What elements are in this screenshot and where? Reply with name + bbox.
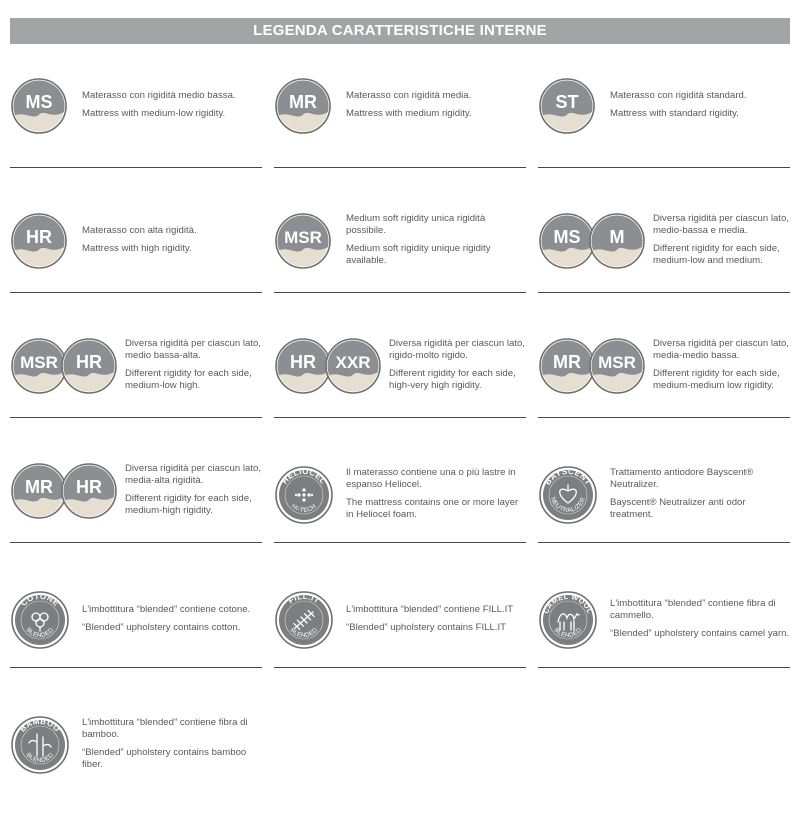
legend-item (274, 445, 526, 570)
legend-item (538, 570, 790, 695)
row-divider (10, 542, 262, 543)
row-divider (274, 167, 526, 168)
description-italian: Medium soft rigidity unica rigidità possibile. (346, 213, 486, 236)
camel-seal-icon (540, 592, 596, 648)
badge-label: MR (289, 92, 317, 112)
legend-description (82, 604, 262, 640)
description-english: “Blended” upholstery contains bamboo fiber. (82, 747, 247, 770)
legend-icon (274, 76, 332, 136)
seal-top-text: BAYSCENT (543, 466, 593, 487)
legend-item (274, 70, 526, 195)
row-divider (10, 417, 262, 418)
row-divider (538, 667, 790, 668)
rigidity-badge (12, 464, 66, 518)
bayscent-seal-icon (540, 467, 596, 523)
rigidity-badge (540, 79, 594, 133)
legend-icon (538, 589, 598, 651)
seal-bottom-text: NEUTRALIZER (549, 496, 587, 515)
legend-description (125, 463, 262, 523)
description-italian: L'imbottitura “blended” contiene fibra di cammello. (610, 598, 776, 621)
description-english: Different rigidity for each side, medium-medium low rigidity. (653, 368, 780, 391)
seal-bottom-text: BLENDED (288, 626, 320, 640)
rigidity-badge (590, 214, 644, 268)
legend-icon (538, 336, 646, 396)
rigidity-badge (326, 339, 380, 393)
description-italian: Il materasso contiene una o più lastre in espanso Heliocel. (346, 467, 516, 490)
badge-label: MS (25, 92, 53, 112)
legend-icon (538, 76, 596, 136)
rigidity-badge (276, 339, 330, 393)
legend-icon (274, 211, 332, 271)
row-divider (10, 292, 262, 293)
legend-description (653, 338, 790, 398)
seal-top-text: CAMEL WOOL (541, 591, 595, 615)
description-english: Medium soft rigidity unique rigidity available. (346, 243, 491, 266)
badge-label: MS (553, 227, 581, 247)
description-english: Different rigidity for each side, medium-high rigidity. (125, 493, 252, 516)
description-italian: L'imbottitura “blended” contiene fibra di bamboo. (82, 717, 248, 740)
row-divider (274, 292, 526, 293)
legend-description (610, 598, 790, 646)
description-english: Different rigidity for each side, high-very high rigidity. (389, 368, 516, 391)
legend-item (10, 70, 262, 195)
legend-icon (10, 76, 68, 136)
row-divider (538, 167, 790, 168)
badge-label: MR (25, 477, 53, 497)
legend-description (82, 717, 262, 777)
heliocel-seal-icon (276, 467, 332, 523)
legend-item (274, 320, 526, 445)
badge-label: HR (76, 352, 102, 372)
description-italian: Materasso con alta rigidità. (82, 225, 197, 236)
row-divider (274, 667, 526, 668)
rigidity-badge (62, 339, 116, 393)
description-english: “Blended” upholstery contains FILL.IT (346, 622, 506, 633)
badge-label: ST (555, 92, 579, 112)
legend-icon (274, 336, 382, 396)
badge-label: MR (553, 352, 581, 372)
fillit-seal-icon (276, 592, 332, 648)
badge-label: MSR (284, 228, 322, 247)
legend-icon (10, 336, 118, 396)
legend-description (125, 338, 262, 398)
row-divider (274, 542, 526, 543)
bamboo-seal-icon (12, 717, 68, 773)
legend-item (538, 70, 790, 195)
badge-label: HR (26, 227, 52, 247)
description-english: Mattress with medium-low rigidity. (82, 108, 226, 119)
description-english: “Blended” upholstery contains cotton. (82, 622, 241, 633)
badge-label: HR (76, 477, 102, 497)
seal-bottom-text: BLENDED (552, 626, 584, 640)
description-italian: Trattamento antiodore Bayscent® Neutralizer. (610, 467, 754, 490)
row-divider (10, 667, 262, 668)
legend-description (82, 90, 262, 126)
rigidity-badge (12, 79, 66, 133)
legend-description (610, 467, 790, 527)
description-italian: L'imbottitura “blended” contiene cotone. (82, 604, 251, 615)
description-english: “Blended” upholstery contains camel yarn. (610, 628, 790, 639)
legend-item (10, 695, 262, 820)
legend-icon (274, 589, 334, 651)
badge-label: HR (290, 352, 316, 372)
rigidity-badge (276, 214, 330, 268)
rigidity-badge (12, 214, 66, 268)
row-divider (274, 417, 526, 418)
seal-bottom-text: BLENDED (24, 626, 56, 640)
rigidity-badge (12, 339, 66, 393)
rigidity-badge (590, 339, 644, 393)
legend-icon (274, 464, 334, 526)
description-italian: Diversa rigidità per ciascun lato, media-medio bassa. (653, 338, 789, 361)
description-english: Mattress with standard rigidity. (610, 108, 739, 119)
legend-item (10, 320, 262, 445)
description-italian: Diversa rigidità per ciascun lato, media-alta rigidità. (125, 463, 261, 486)
legend-description (82, 225, 262, 261)
badge-label: M (609, 227, 625, 247)
row-divider (538, 542, 790, 543)
row-divider (538, 417, 790, 418)
rigidity-badge (62, 464, 116, 518)
description-italian: Materasso con rigidità media. (346, 90, 472, 101)
badge-label: MSR (598, 353, 636, 372)
legend-icon (538, 464, 598, 526)
seal-bottom-text: HI-TECH (290, 502, 318, 515)
legend-header: LEGENDA CARATTERISTICHE INTERNE (10, 18, 790, 44)
badge-label: XXR (335, 353, 371, 372)
legend-item (538, 445, 790, 570)
legend-item (10, 570, 262, 695)
seal-top-text: COTONE (19, 591, 61, 608)
legend-item (538, 320, 790, 445)
legend-icon (538, 211, 646, 271)
legend-description (389, 338, 526, 398)
rigidity-badge (276, 79, 330, 133)
row-divider (538, 292, 790, 293)
description-italian: L'imbottitura “blended” contiene FILL.IT (346, 604, 514, 615)
row-divider (10, 167, 262, 168)
legend-description (653, 213, 790, 273)
legend-item (274, 195, 526, 320)
description-english: Mattress with medium rigidity. (346, 108, 472, 119)
legend-description (346, 467, 526, 527)
description-english: Different rigidity for each side, medium-low high. (125, 368, 252, 391)
legend-description (610, 90, 790, 126)
description-italian: Materasso con rigidità standard. (610, 90, 747, 101)
seal-top-text: HELIOCEL (280, 466, 328, 486)
badge-label: MSR (20, 353, 58, 372)
legend-icon (10, 461, 118, 521)
rigidity-badge (540, 214, 594, 268)
description-english: Mattress with high rigidity. (82, 243, 192, 254)
description-english: Bayscent® Neutralizer anti odor treatment. (610, 497, 746, 520)
description-english: Different rigidity for each side, medium-low and medium. (653, 243, 780, 266)
legend-description (346, 90, 526, 126)
legend-item (274, 570, 526, 695)
legend-icon (10, 589, 70, 651)
description-italian: Materasso con rigidità medio bassa. (82, 90, 236, 101)
seal-bottom-text: BLENDED (24, 751, 56, 765)
cotone-seal-icon (12, 592, 68, 648)
legend-description (346, 604, 526, 640)
description-italian: Diversa rigidità per ciascun lato, medio bassa-alta. (125, 338, 261, 361)
description-italian: Diversa rigidità per ciascun lato, medio-bassa e media. (653, 213, 789, 236)
legend-icon (10, 714, 70, 776)
legend-item (10, 195, 262, 320)
seal-top-text: BAMBOO (18, 716, 62, 734)
rigidity-badge (540, 339, 594, 393)
legend-item (10, 445, 262, 570)
description-italian: Diversa rigidità per ciascun lato, rigido-molto rigido. (389, 338, 525, 361)
seal-top-text: FILL.IT (286, 591, 322, 606)
description-english: The mattress contains one or more layer in Heliocel foam. (346, 497, 519, 520)
legend-icon (10, 211, 68, 271)
legend-item (538, 195, 790, 320)
legend-description (346, 213, 526, 273)
